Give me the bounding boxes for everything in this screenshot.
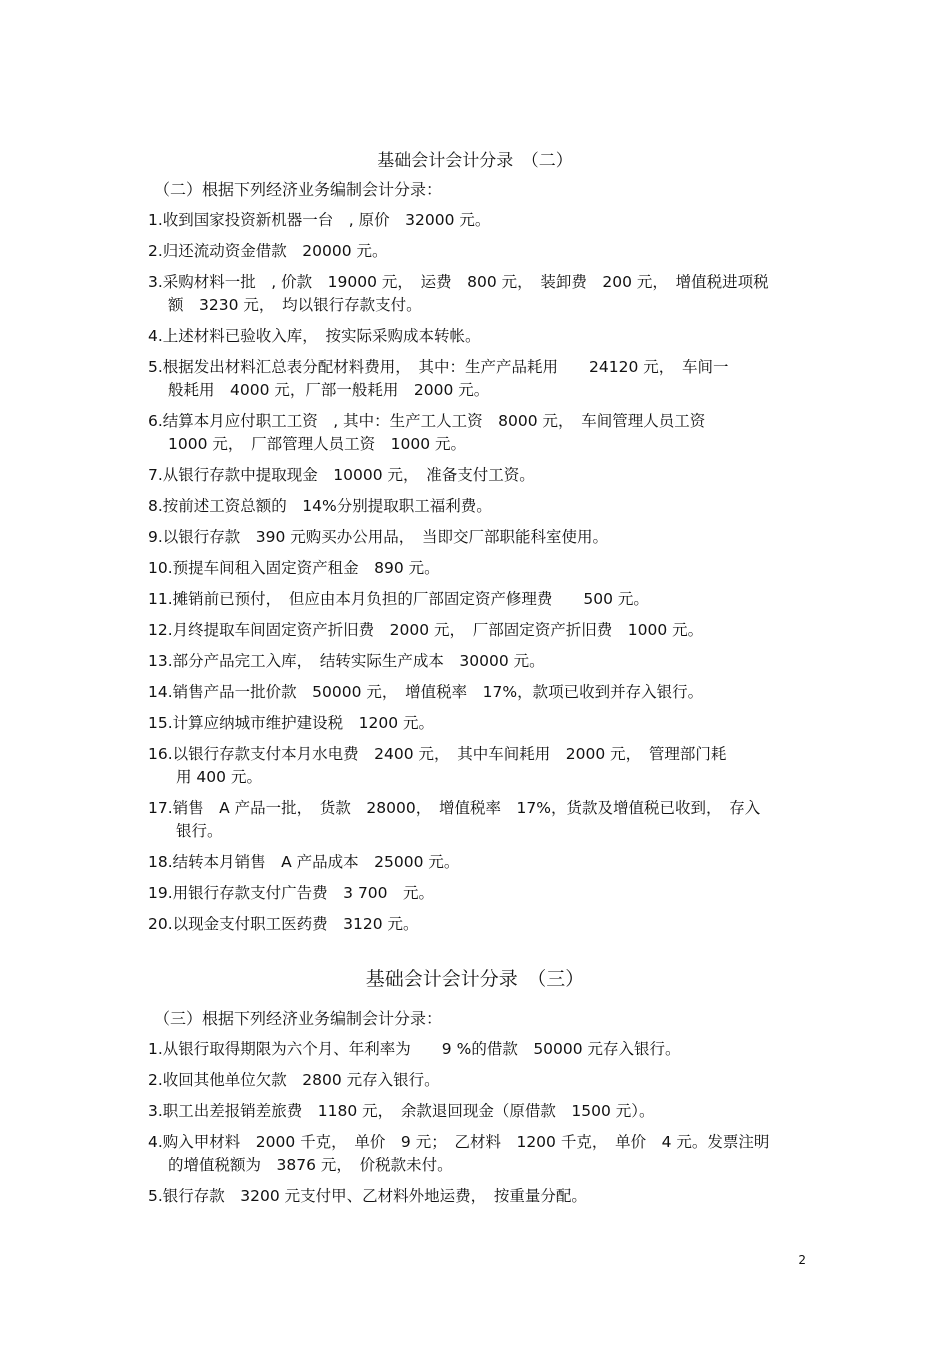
section-intro-2: （二）根据下列经济业务编制会计分录： (154, 180, 443, 199)
list-item (148, 325, 798, 348)
item-number: 5. (148, 1187, 163, 1205)
item-number: 4. (148, 1133, 163, 1151)
item-number: 14. (148, 683, 173, 701)
list-item (148, 882, 798, 905)
item-text: 销售产品一批价款 50000 元， 增值税率 17%，款项已收到并存入银行。 (172, 683, 704, 701)
item-number: 6. (148, 412, 163, 430)
item-number: 3. (148, 273, 163, 291)
item-number: 16. (148, 745, 173, 763)
list-item (148, 240, 798, 263)
list-item (148, 743, 798, 789)
list-item (148, 495, 798, 518)
item-text: 上述材料已验收入库， 按实际采购成本转帐。 (162, 327, 481, 345)
item-text-continued: 的增值税额为 3876 元， 价税款未付。 (168, 1156, 453, 1174)
list-item (148, 356, 798, 402)
item-text: 计算应纳城市维护建设税 1200 元。 (172, 714, 435, 732)
section-3 (148, 1008, 798, 1216)
item-number: 7. (148, 466, 163, 484)
list-item (148, 681, 798, 704)
item-number: 15. (148, 714, 173, 732)
list-item (148, 1038, 798, 1061)
item-text: 以银行存款 390 元购买办公用品， 当即交厂部职能科室使用。 (162, 528, 609, 546)
item-number: 3. (148, 1102, 163, 1120)
item-text: 结转本月销售 A 产品成本 25000 元。 (172, 853, 460, 871)
item-text: 按前述工资总额的 14%分别提取职工福利费。 (162, 497, 492, 515)
item-number: 17. (148, 799, 173, 817)
list-item (148, 271, 798, 317)
item-text: 销售 A 产品一批， 货款 28000， 增值税率 17%，货款及增值税已收到， 存入 (172, 799, 761, 817)
item-number: 11. (148, 590, 173, 608)
list-item (148, 913, 798, 936)
item-number: 4. (148, 327, 163, 345)
item-text: 部分产品完工入库， 结转实际生产成本 30000 元。 (172, 652, 545, 670)
item-text: 采购材料一批 , 价款 19000 元， 运费 800 元， 装卸费 200 元， 增值税进项税 (162, 273, 769, 291)
item-text: 职工出差报销差旅费 1180 元， 余款退回现金（原借款 1500 元）。 (162, 1102, 655, 1120)
list-item (148, 209, 798, 232)
section-title-2: 基础会计会计分录 （二） (377, 151, 573, 171)
item-number: 1. (148, 1040, 163, 1058)
list-item (148, 1185, 798, 1208)
list-item (148, 1069, 798, 1092)
item-text-continued: 般耗用 4000 元，厂部一般耗用 2000 元。 (168, 381, 490, 399)
list-item (148, 526, 798, 549)
item-text: 收回其他单位欠款 2800 元存入银行。 (162, 1071, 440, 1089)
item-text-continued: 额 3230 元， 均以银行存款支付。 (168, 296, 422, 314)
item-text: 根据发出材料汇总表分配材料费用， 其中：生产产品耗用 24120 元， 车间一 (162, 358, 729, 376)
item-text: 结算本月应付职工工资 , 其中：生产工人工资 8000 元， 车间管理人员工资 (162, 412, 706, 430)
item-number: 10. (148, 559, 173, 577)
item-text: 从银行取得期限为六个月、年利率为 9 %的借款 50000 元存入银行。 (162, 1040, 681, 1058)
item-number: 9. (148, 528, 163, 546)
item-number: 19. (148, 884, 173, 902)
item-number: 5. (148, 358, 163, 376)
item-number: 2. (148, 242, 163, 260)
item-text: 银行存款 3200 元支付甲、乙材料外地运费， 按重量分配。 (162, 1187, 587, 1205)
item-text: 用银行存款支付广告费 3 700 元。 (172, 884, 435, 902)
item-number: 13. (148, 652, 173, 670)
list-item (148, 557, 798, 580)
list-item (148, 410, 798, 456)
entry-list-2 (148, 209, 798, 936)
item-text: 购入甲材料 2000 千克， 单价 9 元； 乙材料 1200 千克， 单价 4 元。发票注明 (162, 1133, 770, 1151)
item-text-continued: 1000 元， 厂部管理人员工资 1000 元。 (168, 435, 466, 453)
item-number: 12. (148, 621, 173, 639)
item-text: 从银行存款中提取现金 10000 元， 准备支付工资。 (162, 466, 535, 484)
list-item (148, 650, 798, 673)
section-2 (148, 179, 798, 944)
item-text: 归还流动资金借款 20000 元。 (162, 242, 388, 260)
item-text: 月终提取车间固定资产折旧费 2000 元， 厂部固定资产折旧费 1000 元。 (172, 621, 704, 639)
list-item (148, 1131, 798, 1177)
list-item (148, 464, 798, 487)
item-text-continued: 银行。 (176, 822, 223, 840)
list-item (148, 712, 798, 735)
item-text: 预提车间租入固定资产租金 890 元。 (172, 559, 440, 577)
item-text: 摊销前已预付， 但应由本月负担的厂部固定资产修理费 500 元。 (172, 590, 649, 608)
list-item (148, 1100, 798, 1123)
item-text: 以现金支付职工医药费 3120 元。 (172, 915, 419, 933)
list-item (148, 797, 798, 843)
item-text: 以银行存款支付本月水电费 2400 元， 其中车间耗用 2000 元， 管理部门耗 (172, 745, 727, 763)
item-text-continued: 用 400 元。 (176, 768, 262, 786)
list-item (148, 588, 798, 611)
page-number: 2 (798, 1253, 806, 1267)
item-number: 8. (148, 497, 163, 515)
item-number: 1. (148, 211, 163, 229)
item-number: 2. (148, 1071, 163, 1089)
section-intro-3: （三）根据下列经济业务编制会计分录： (154, 1009, 443, 1028)
section-title-3: 基础会计会计分录 （三） (365, 968, 585, 990)
entry-list-3 (148, 1038, 798, 1208)
item-text: 收到国家投资新机器一台 , 原价 32000 元。 (162, 211, 491, 229)
list-item (148, 851, 798, 874)
list-item (148, 619, 798, 642)
item-number: 18. (148, 853, 173, 871)
item-number: 20. (148, 915, 173, 933)
